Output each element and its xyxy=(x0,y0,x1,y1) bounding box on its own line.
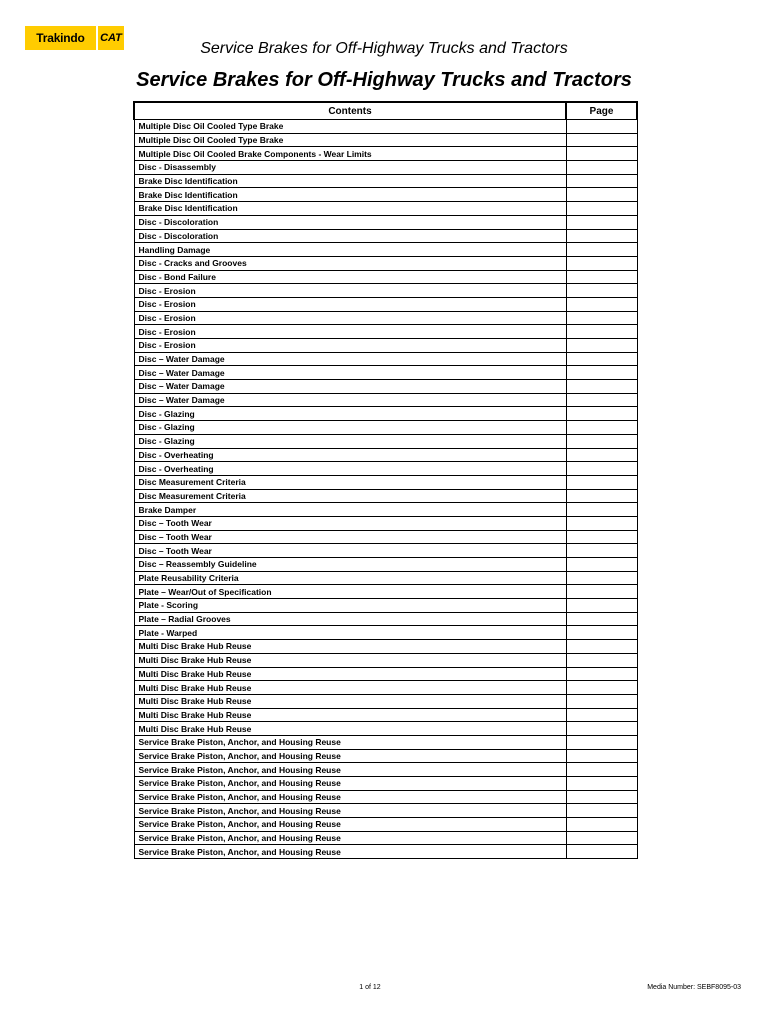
page-number-cell xyxy=(566,804,637,818)
page-number-cell xyxy=(566,845,637,859)
contents-entry: Service Brake Piston, Anchor, and Housing Reuse xyxy=(134,831,566,845)
page-number-cell xyxy=(566,174,637,188)
page-number-cell xyxy=(566,818,637,832)
contents-entry: Multiple Disc Oil Cooled Type Brake xyxy=(134,133,566,147)
table-row xyxy=(134,475,637,489)
page-number-cell xyxy=(566,722,637,736)
table-row xyxy=(134,243,637,257)
table-row xyxy=(134,284,637,298)
page-number-cell xyxy=(566,694,637,708)
table-row xyxy=(134,530,637,544)
contents-entry: Disc - Discoloration xyxy=(134,229,566,243)
contents-entry: Service Brake Piston, Anchor, and Housing Reuse xyxy=(134,818,566,832)
table-row xyxy=(134,667,637,681)
page-number-cell xyxy=(566,749,637,763)
table-row xyxy=(134,763,637,777)
table-header-row xyxy=(134,102,637,120)
contents-table-body xyxy=(134,120,637,859)
table-row xyxy=(134,421,637,435)
page-number-cell xyxy=(566,448,637,462)
page-number-cell xyxy=(566,489,637,503)
contents-entry: Disc - Glazing xyxy=(134,421,566,435)
table-row xyxy=(134,708,637,722)
page-number-cell xyxy=(566,311,637,325)
table-row xyxy=(134,270,637,284)
page-number-cell xyxy=(566,462,637,476)
contents-entry: Disc - Erosion xyxy=(134,311,566,325)
table-row xyxy=(134,818,637,832)
table-row xyxy=(134,503,637,517)
contents-entry: Disc - Erosion xyxy=(134,284,566,298)
page-number-cell xyxy=(566,708,637,722)
contents-entry: Service Brake Piston, Anchor, and Housing Reuse xyxy=(134,804,566,818)
page-number-cell xyxy=(566,202,637,216)
contents-entry: Multi Disc Brake Hub Reuse xyxy=(134,667,566,681)
table-row xyxy=(134,735,637,749)
table-row xyxy=(134,393,637,407)
page-number-cell xyxy=(566,612,637,626)
contents-entry: Brake Disc Identification xyxy=(134,188,566,202)
page-number-cell xyxy=(566,407,637,421)
table-row xyxy=(134,434,637,448)
table-row xyxy=(134,749,637,763)
table-row xyxy=(134,516,637,530)
page-number-cell xyxy=(566,653,637,667)
table-row xyxy=(134,489,637,503)
contents-entry: Disc - Disassembly xyxy=(134,161,566,175)
contents-entry: Disc - Glazing xyxy=(134,407,566,421)
page-number-cell xyxy=(566,339,637,353)
contents-entry: Disc - Discoloration xyxy=(134,215,566,229)
page-number-cell xyxy=(566,626,637,640)
contents-entry: Brake Disc Identification xyxy=(134,202,566,216)
contents-entry: Service Brake Piston, Anchor, and Housing Reuse xyxy=(134,763,566,777)
page-number-cell xyxy=(566,380,637,394)
contents-entry: Plate - Warped xyxy=(134,626,566,640)
table-row xyxy=(134,202,637,216)
page-number-cell xyxy=(566,215,637,229)
contents-entry: Disc – Water Damage xyxy=(134,366,566,380)
table-row xyxy=(134,544,637,558)
page-number-cell xyxy=(566,790,637,804)
contents-entry: Disc - Overheating xyxy=(134,462,566,476)
contents-entry: Disc - Erosion xyxy=(134,339,566,353)
table-row xyxy=(134,626,637,640)
table-row xyxy=(134,147,637,161)
contents-entry: Multiple Disc Oil Cooled Brake Components - Wear Limits xyxy=(134,147,566,161)
table-row xyxy=(134,462,637,476)
table-row xyxy=(134,256,637,270)
table-row xyxy=(134,380,637,394)
page-indicator: 1 of 12 xyxy=(359,984,381,991)
contents-entry: Brake Disc Identification xyxy=(134,174,566,188)
contents-entry: Disc – Water Damage xyxy=(134,352,566,366)
table-row xyxy=(134,681,637,695)
page-number-cell xyxy=(566,352,637,366)
page-number-cell xyxy=(566,188,637,202)
page-number-cell xyxy=(566,475,637,489)
contents-entry: Disc – Water Damage xyxy=(134,393,566,407)
page-number-cell xyxy=(566,325,637,339)
page-number-cell xyxy=(566,366,637,380)
table-row xyxy=(134,174,637,188)
page-number-cell xyxy=(566,763,637,777)
table-row xyxy=(134,640,637,654)
page-number-cell xyxy=(566,243,637,257)
contents-entry: Disc - Erosion xyxy=(134,325,566,339)
page-number-cell xyxy=(566,667,637,681)
logo-brand: Trakindo xyxy=(36,31,85,45)
logo-partner: CAT xyxy=(100,32,122,44)
contents-entry: Plate - Scoring xyxy=(134,599,566,613)
table-row xyxy=(134,448,637,462)
contents-entry: Plate Reusability Criteria xyxy=(134,571,566,585)
page-number-cell xyxy=(566,421,637,435)
page-number-cell xyxy=(566,530,637,544)
page-number-cell xyxy=(566,120,637,134)
table-row xyxy=(134,297,637,311)
contents-entry: Multi Disc Brake Hub Reuse xyxy=(134,708,566,722)
contents-entry: Disc - Cracks and Grooves xyxy=(134,256,566,270)
page-number-cell xyxy=(566,777,637,791)
table-row xyxy=(134,790,637,804)
page-number-cell xyxy=(566,133,637,147)
table-row xyxy=(134,653,637,667)
page-number-cell xyxy=(566,284,637,298)
page-number-cell xyxy=(566,571,637,585)
contents-column-header: Contents xyxy=(134,102,566,120)
table-row xyxy=(134,188,637,202)
table-row xyxy=(134,229,637,243)
contents-entry: Disc - Bond Failure xyxy=(134,270,566,284)
contents-entry: Plate – Radial Grooves xyxy=(134,612,566,626)
page-number-cell xyxy=(566,393,637,407)
contents-entry: Disc – Reassembly Guideline xyxy=(134,558,566,572)
contents-entry: Multi Disc Brake Hub Reuse xyxy=(134,694,566,708)
table-row xyxy=(134,311,637,325)
table-row xyxy=(134,722,637,736)
page-number-cell xyxy=(566,558,637,572)
table-row xyxy=(134,599,637,613)
page-number-cell xyxy=(566,161,637,175)
contents-entry: Disc – Tooth Wear xyxy=(134,544,566,558)
running-header-title: Service Brakes for Off-Highway Trucks and Tractors xyxy=(200,40,568,57)
page-number-cell xyxy=(566,735,637,749)
contents-entry: Service Brake Piston, Anchor, and Housing Reuse xyxy=(134,777,566,791)
table-row xyxy=(134,831,637,845)
table-row xyxy=(134,161,637,175)
table-row xyxy=(134,804,637,818)
contents-entry: Multi Disc Brake Hub Reuse xyxy=(134,681,566,695)
table-row xyxy=(134,694,637,708)
table-row xyxy=(134,366,637,380)
table-row xyxy=(134,777,637,791)
table-row xyxy=(134,571,637,585)
contents-entry: Multiple Disc Oil Cooled Type Brake xyxy=(134,120,566,134)
table-row xyxy=(134,339,637,353)
table-row xyxy=(134,407,637,421)
page-number-cell xyxy=(566,297,637,311)
table-row xyxy=(134,585,637,599)
page-number-cell xyxy=(566,831,637,845)
contents-entry: Service Brake Piston, Anchor, and Housing Reuse xyxy=(134,845,566,859)
page-number-cell xyxy=(566,544,637,558)
contents-entry: Disc - Glazing xyxy=(134,434,566,448)
page-number-cell xyxy=(566,599,637,613)
contents-entry: Disc - Erosion xyxy=(134,297,566,311)
contents-entry: Multi Disc Brake Hub Reuse xyxy=(134,653,566,667)
page-number-cell xyxy=(566,434,637,448)
page-number-cell xyxy=(566,585,637,599)
contents-entry: Service Brake Piston, Anchor, and Housing Reuse xyxy=(134,735,566,749)
page-column-header: Page xyxy=(566,102,637,120)
contents-entry: Handling Damage xyxy=(134,243,566,257)
document-title: Service Brakes for Off-Highway Trucks and Tractors xyxy=(136,69,632,91)
page-number-cell xyxy=(566,229,637,243)
page-number-cell xyxy=(566,147,637,161)
page-number-cell xyxy=(566,503,637,517)
media-number: Media Number: SEBF8095-03 xyxy=(647,984,741,991)
contents-entry: Disc Measurement Criteria xyxy=(134,489,566,503)
table-row xyxy=(134,845,637,859)
table-row xyxy=(134,215,637,229)
page-number-cell xyxy=(566,270,637,284)
contents-entry: Service Brake Piston, Anchor, and Housing Reuse xyxy=(134,790,566,804)
contents-entry: Disc – Tooth Wear xyxy=(134,530,566,544)
page-number-cell xyxy=(566,640,637,654)
contents-entry: Disc Measurement Criteria xyxy=(134,475,566,489)
table-row xyxy=(134,558,637,572)
table-row xyxy=(134,325,637,339)
contents-table xyxy=(133,101,638,859)
contents-entry: Brake Damper xyxy=(134,503,566,517)
table-row xyxy=(134,133,637,147)
page-number-cell xyxy=(566,681,637,695)
contents-entry: Plate – Wear/Out of Specification xyxy=(134,585,566,599)
contents-entry: Service Brake Piston, Anchor, and Housing Reuse xyxy=(134,749,566,763)
table-row xyxy=(134,120,637,134)
contents-entry: Disc – Tooth Wear xyxy=(134,516,566,530)
contents-entry: Multi Disc Brake Hub Reuse xyxy=(134,640,566,654)
table-row xyxy=(134,612,637,626)
contents-entry: Disc – Water Damage xyxy=(134,380,566,394)
table-row xyxy=(134,352,637,366)
page-number-cell xyxy=(566,256,637,270)
contents-entry: Disc - Overheating xyxy=(134,448,566,462)
contents-entry: Multi Disc Brake Hub Reuse xyxy=(134,722,566,736)
page-number-cell xyxy=(566,516,637,530)
